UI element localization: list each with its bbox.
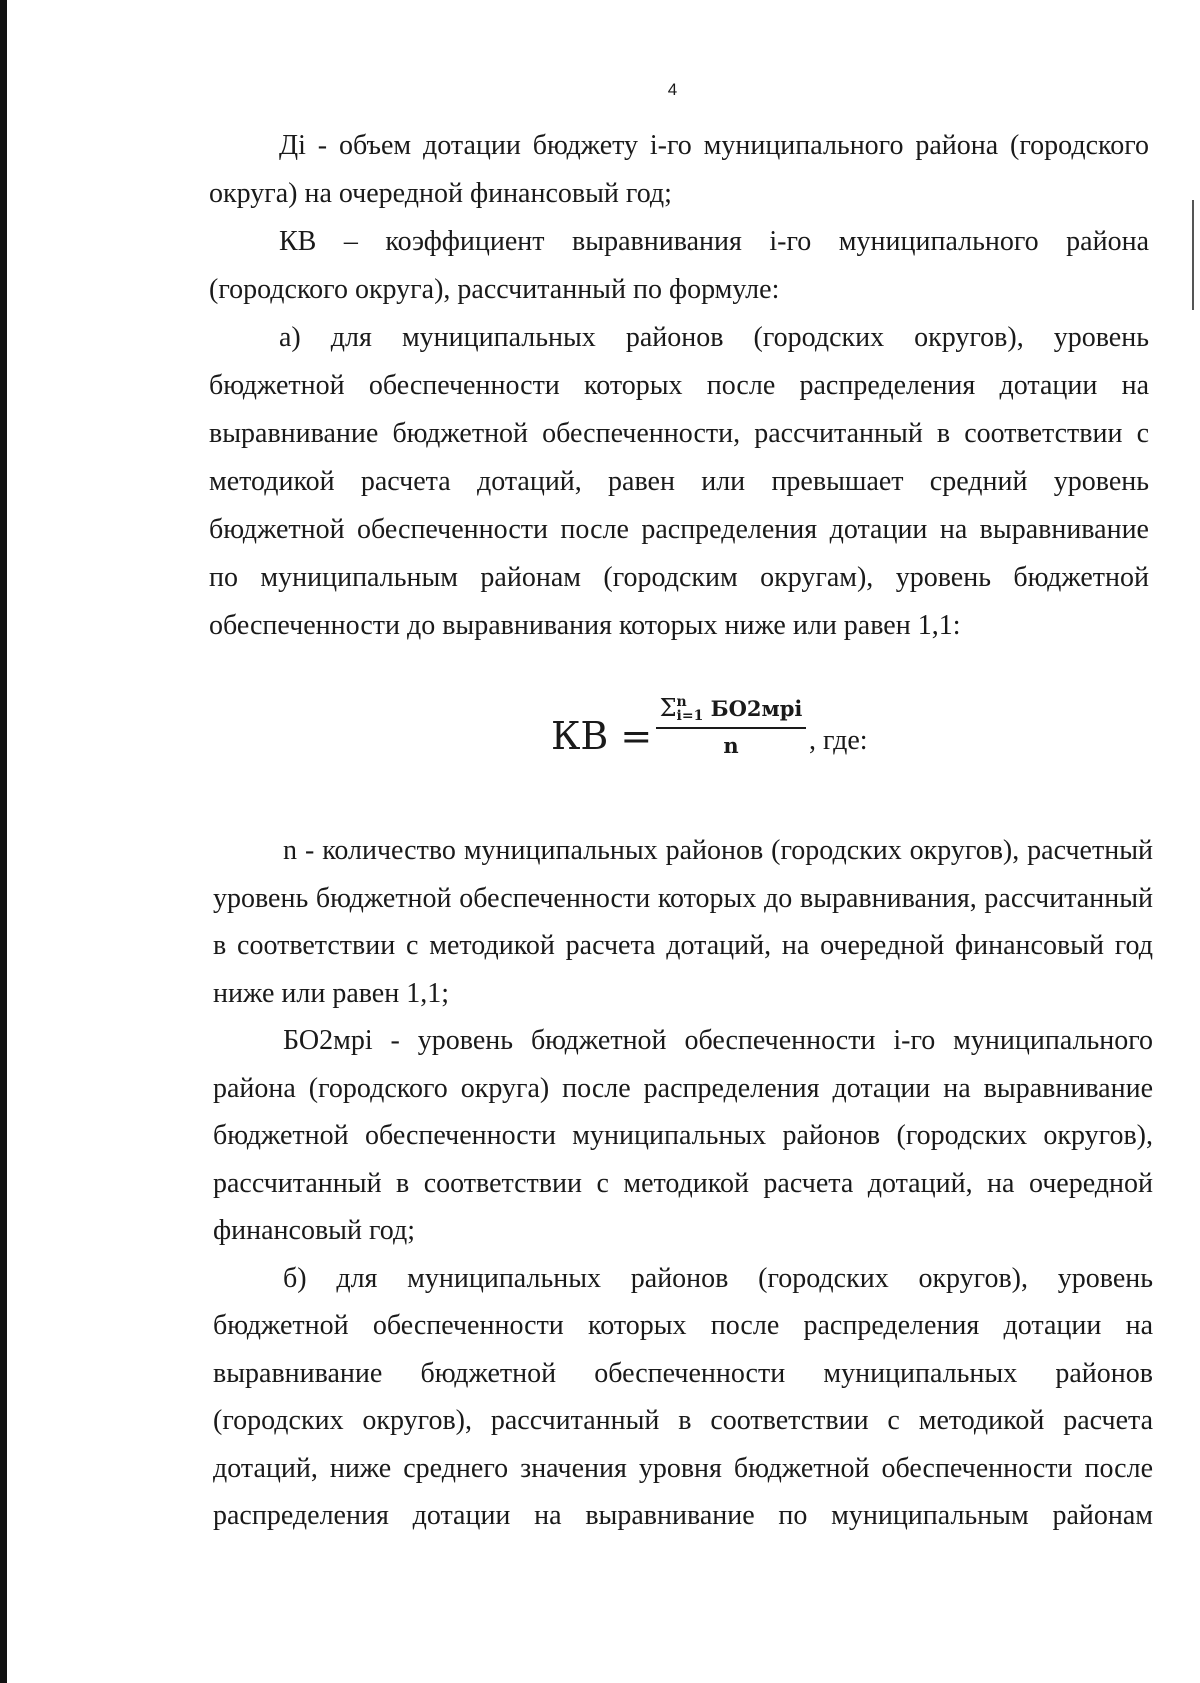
- formula-denominator: n: [723, 733, 739, 758]
- formula-kv: [551, 690, 931, 790]
- formula-tail: , где:: [809, 725, 868, 756]
- formula-numerator: [656, 690, 806, 729]
- sum-lower-limit: i=1: [676, 708, 704, 724]
- paragraph-subsidy-volume: Дi - объем дотации бюджету i-го муниципального района (городского округа) на очередной финансовый год;: [209, 130, 1149, 209]
- sum-upper-limit: n: [676, 694, 687, 710]
- paragraph-bo2-definition: БО2мрi - уровень бюджетной обеспеченности i-го муниципального района (городского округа) после распределения дотации на выравнивание бюджетной обеспеченности муниципальных районов (городских округов), рассчитанный в соответствии с методикой расчета дотаций, на очередной финансовый год;: [213, 1025, 1153, 1246]
- numerator-term: БО2мрi: [710, 696, 803, 721]
- document-body-top: [209, 122, 1149, 650]
- paragraph-n-definition: n - количество муниципальных районов (городских округов), расчетный уровень бюджетной обеспеченности которых до выравнивания, рассчитанный в соответствии с методикой расчета дотаций, на очередной финансовый год ниже или равен 1,1;: [213, 835, 1153, 1009]
- paragraph-case-a: а) для муниципальных районов (городских округов), уровень бюджетной обеспеченности которых после распределения дотации на выравнивание бюджетной обеспеченности, рассчитанный в соответствии с методикой расчета дотаций, равен или превышает средний уровень бюджетной обеспеченности после распределения дотации на выравнивание по муниципальным районам (городским округам), уровень бюджетной обеспеченности до выравнивания которых ниже или равен 1,1:: [209, 322, 1149, 641]
- formula-fraction: [656, 690, 806, 763]
- document-body-bottom: [213, 827, 1153, 1540]
- scan-edge-left: [0, 0, 7, 1683]
- page-number: 4: [667, 80, 678, 99]
- paragraph-equalization-coefficient: КВ – коэффициент выравнивания i-го муниципального района (городского округа), рассчитанный по формуле:: [209, 226, 1149, 305]
- paragraph-case-b: б) для муниципальных районов (городских округов), уровень бюджетной обеспеченности которых после распределения дотации на выравнивание бюджетной обеспеченности муниципальных районов (городских округов), рассчитанный в соответствии с методикой расчета дотаций, ниже среднего значения уровня бюджетной обеспеченности после распределения дотации на выравнивание по муниципальным районам: [213, 1262, 1153, 1531]
- sigma-symbol: Σ: [659, 694, 677, 722]
- sum-limits: [677, 695, 704, 723]
- formula-lhs: КВ =: [551, 714, 653, 758]
- scan-edge-right: [1192, 200, 1194, 310]
